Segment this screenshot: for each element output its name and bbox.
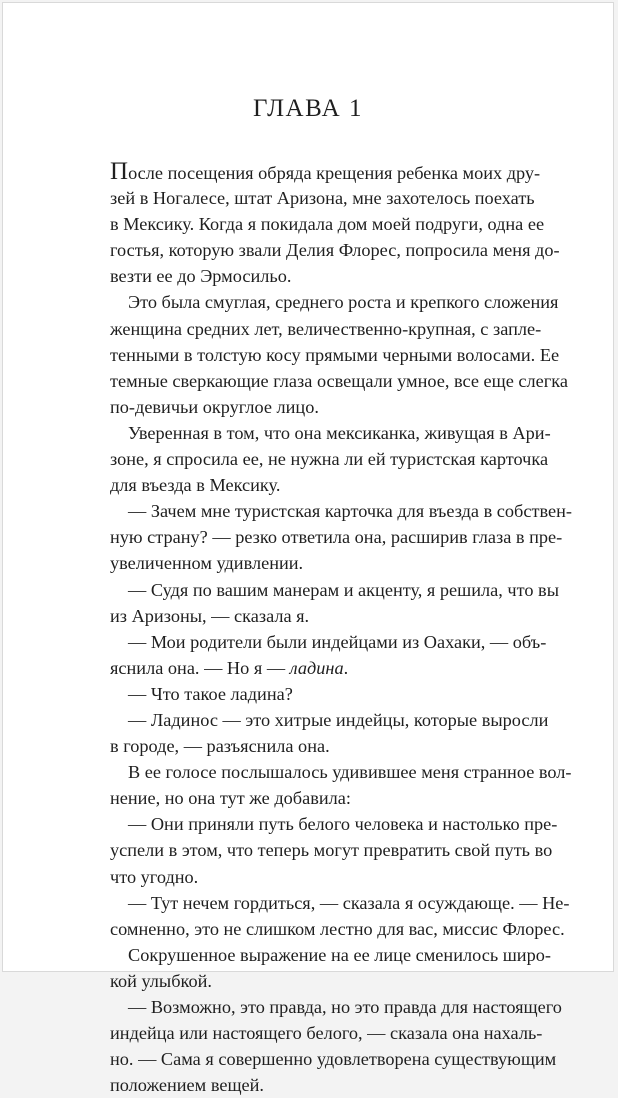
text-line: нение, но она тут же добавила:: [110, 788, 351, 809]
text-line: везти ее до Эрмосильо.: [110, 266, 292, 287]
text-line: — Ладинос — это хитрые индейцы, которые выросли: [128, 709, 549, 730]
text-line: В ее голосе послышалось удивившее меня странное вол-: [128, 762, 572, 783]
italic-term: ладина: [289, 657, 344, 678]
text-line: ную страну? — резко ответила она, расширив глаза в пре-: [110, 527, 563, 548]
text-line: в Мексику. Когда я покидала дом моей подруги, одна ее: [110, 214, 545, 235]
text-line: [110, 158, 541, 185]
text-line: [110, 655, 511, 681]
text-line: — Судя по вашим манерам и акценту, я решила, что вы: [128, 579, 559, 600]
text-line: что угодно.: [110, 866, 199, 887]
text-line: — Тут нечем гордиться, — сказала я осуждающе. — Не-: [128, 892, 570, 913]
text-line: — Возможно, это правда, но это правда для настоящего: [128, 997, 562, 1017]
text-line: — Зачем мне туристская карточка для въезда в собствен-: [128, 501, 572, 522]
text-line: Это была смуглая, среднего роста и крепкого сложения: [128, 292, 559, 313]
text-line: гостья, которую звали Делия Флорес, попросила меня до-: [110, 240, 560, 261]
text-line: — Что такое ладина?: [128, 683, 293, 704]
text-line: Уверенная в том, что она мексиканка, живущая в Ари-: [128, 422, 551, 443]
text-line: в городе, — разъяснила она.: [110, 736, 330, 757]
text-line: — Они приняли путь белого человека и настолько пре-: [128, 814, 558, 835]
drop-cap: П: [110, 158, 129, 185]
chapter-text: [110, 158, 572, 1098]
text-line: зоне, я спросила ее, не нужна ли ей туристская карточка: [110, 449, 549, 470]
text-line: темные сверкающие глаза освещали умное, все еще слегка: [110, 370, 568, 391]
text-span: осле посещения обряда крещения ребенка моих дру-: [128, 163, 541, 183]
text-line: положением вещей.: [110, 1075, 264, 1096]
text-line: из Аризоны, — сказала я.: [110, 605, 310, 626]
book-page: [2, 2, 614, 1096]
text-line: индейца или настоящего белого, — сказала она нахаль-: [110, 1023, 543, 1044]
text-line: сомненно, это не слишком лестно для вас, миссис Флорес.: [110, 918, 565, 939]
text-line: — Мои родители были индейцами из Оахаки, — объ-: [128, 631, 547, 652]
text-line: кой улыбкой.: [110, 970, 212, 991]
text-line: по-девичьи округлое лицо.: [110, 396, 319, 417]
chapter-title: ГЛАВА 1: [253, 95, 363, 122]
text-line: для въезда в Мексику.: [110, 475, 281, 496]
text-span: яснила она. — Но я —: [110, 657, 290, 678]
text-line: увеличенном удивлении.: [110, 553, 304, 574]
text-line: женщина средних лет, величественно-крупная, с запле-: [110, 318, 542, 339]
text-line: Сокрушенное выражение на ее лице сменилось широ-: [128, 944, 551, 965]
text-line: но. — Сама я совершенно удовлетворена существующим: [110, 1049, 557, 1070]
text-span: .: [343, 657, 349, 678]
text-line: успели в этом, что теперь могут превратить свой путь во: [110, 840, 553, 861]
text-line: тенными в толстую косу прямыми черными волосами. Ее: [110, 344, 560, 365]
text-line: зей в Ногалесе, штат Аризона, мне захотелось поехать: [110, 188, 535, 209]
